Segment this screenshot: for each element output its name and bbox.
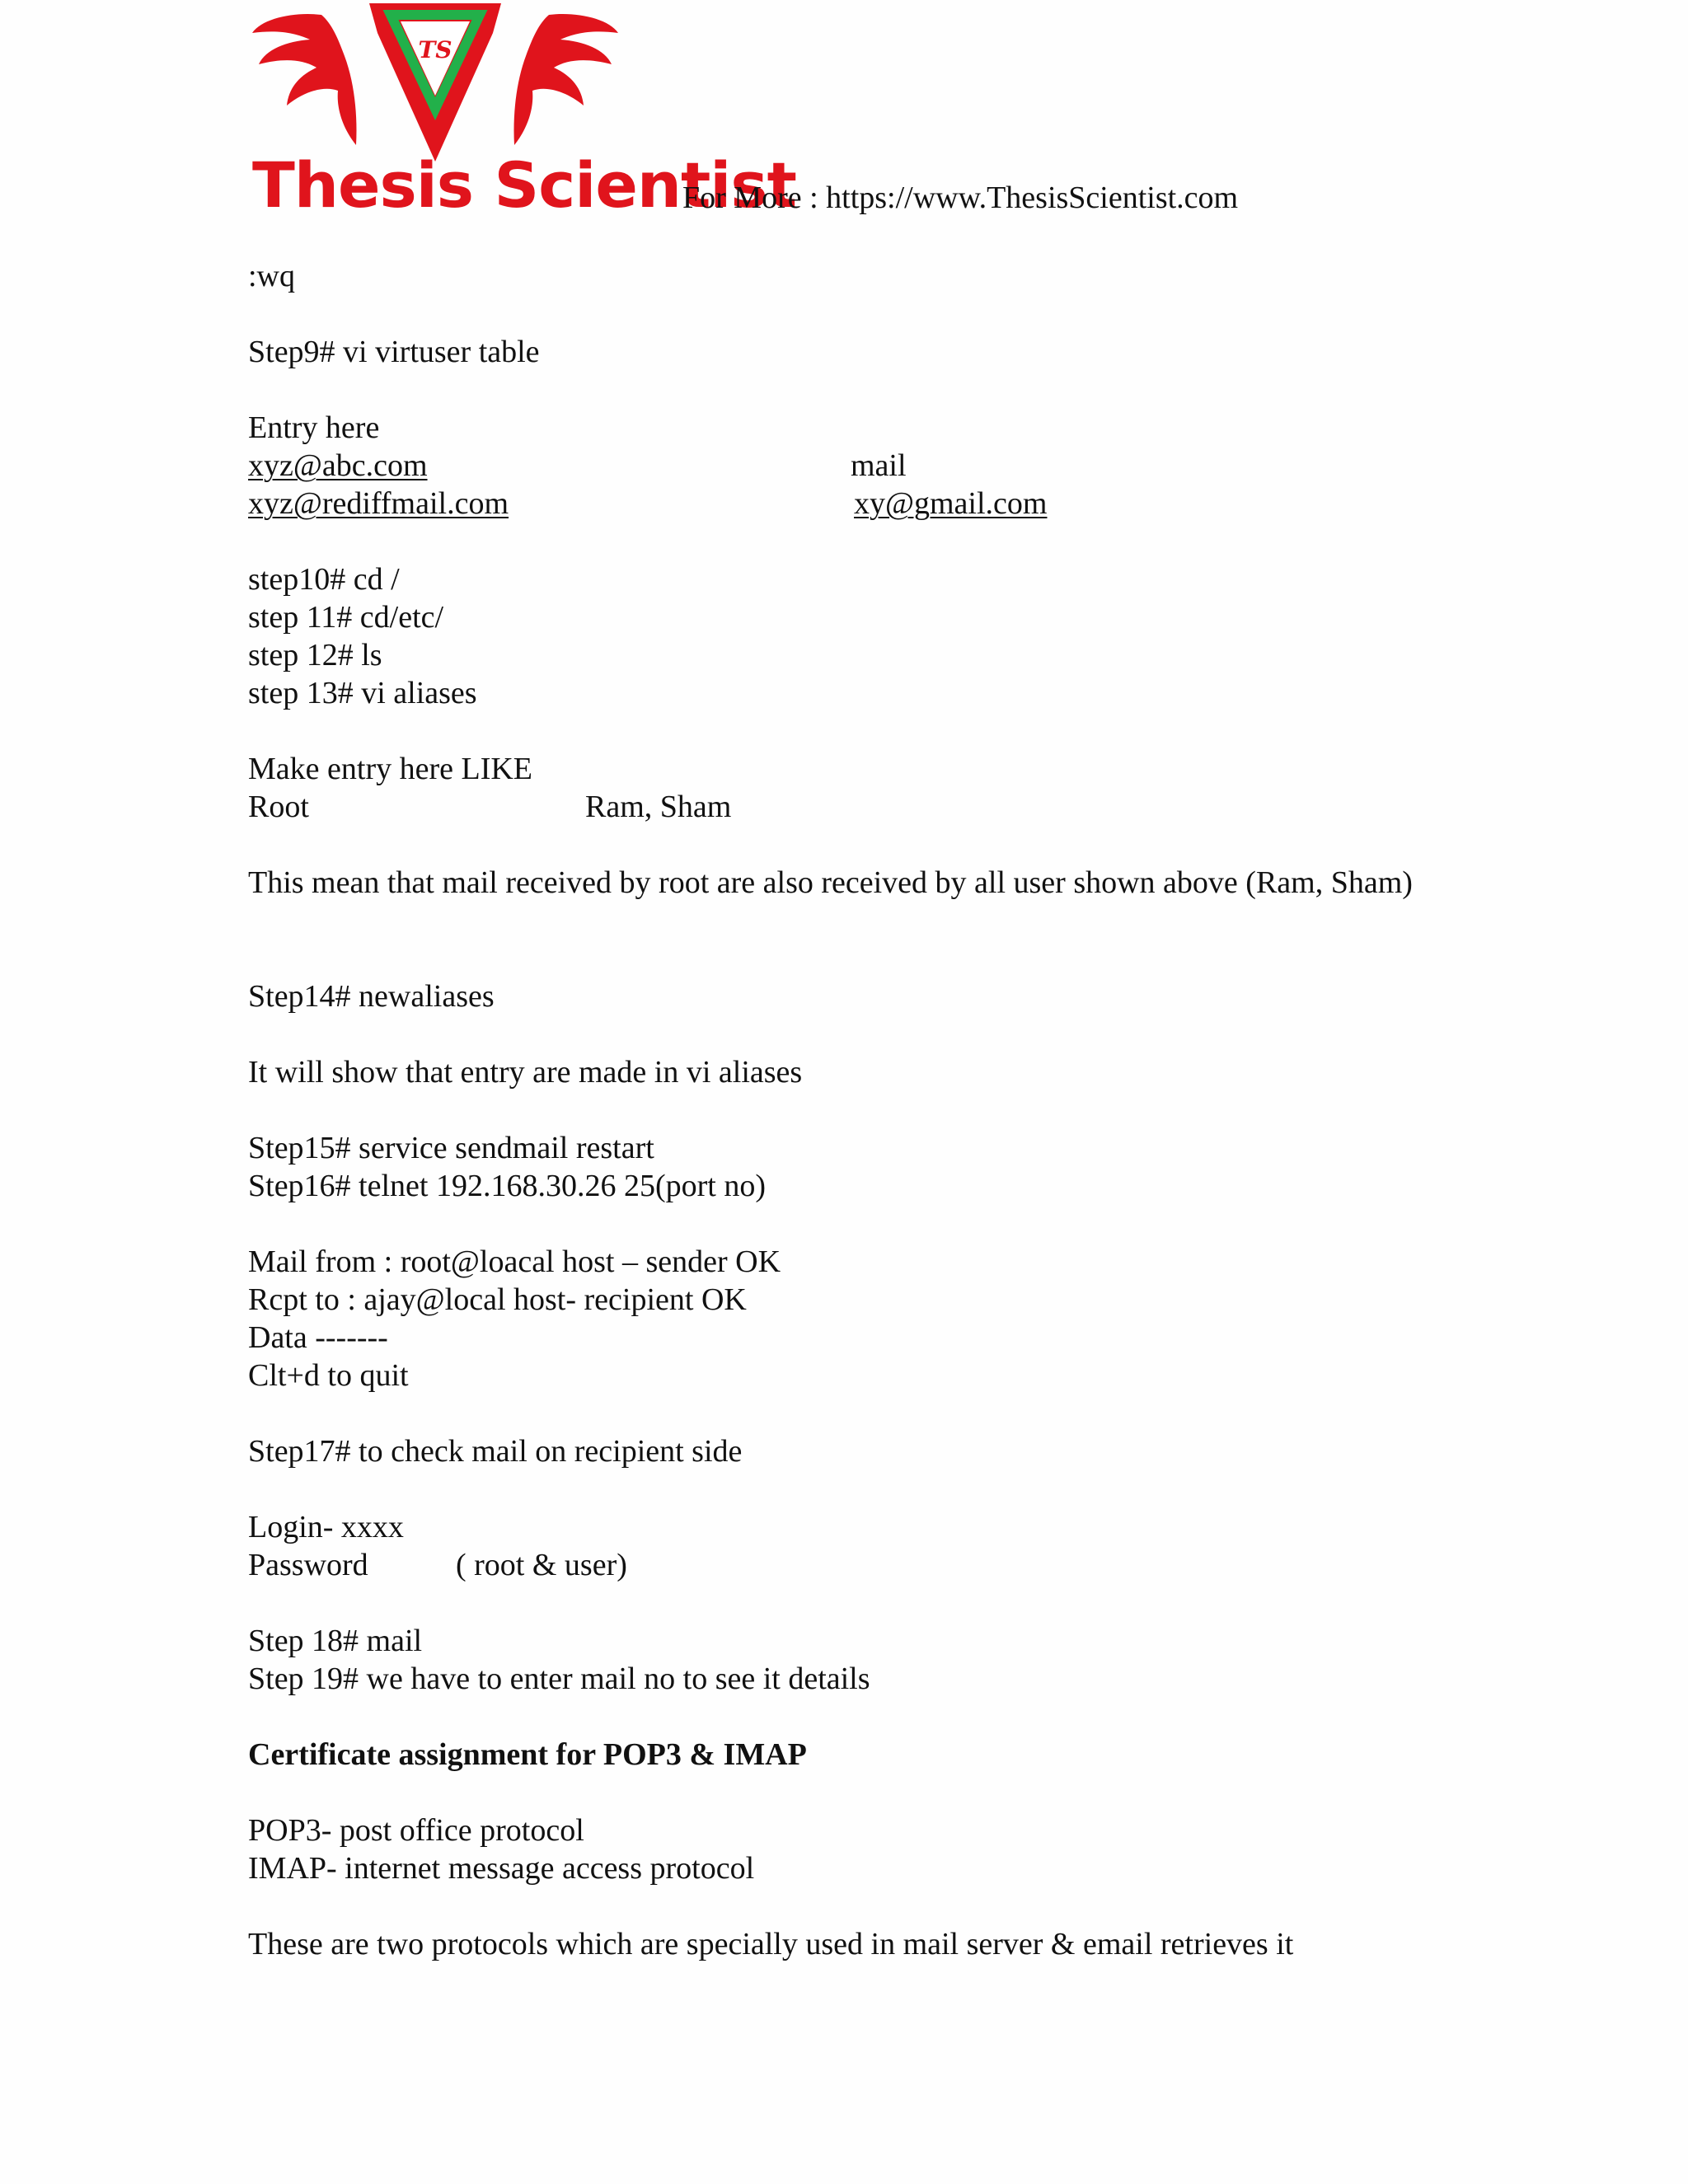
step14-line: Step14# newaliases [248, 979, 495, 1014]
mail-from-line: Mail from : root@loacal host – sender OK [248, 1244, 781, 1279]
logo-wordmark: Thesis Scientist [252, 148, 796, 222]
svg-text:TS: TS [418, 36, 452, 63]
step15-line: Step15# service sendmail restart [248, 1131, 654, 1165]
root-user-note: ( root & user) [456, 1548, 627, 1582]
virtuser-address-2[interactable]: xyz@rediffmail.com [248, 486, 509, 521]
alias-name: Root [248, 790, 309, 824]
thesis-scientist-logo [246, 0, 796, 223]
step16-line: Step16# telnet 192.168.30.26 25(port no) [248, 1169, 766, 1203]
alias-users: Ram, Sham [585, 790, 732, 824]
for-more-link-text: For More : https://www.ThesisScientist.com [682, 180, 1239, 215]
step13-line: step 13# vi aliases [248, 676, 477, 710]
step18-line: Step 18# mail [248, 1624, 423, 1658]
password-label: Password [248, 1548, 368, 1582]
aliases-explanation-paragraph: This mean that mail received by root are also received by all user shown above (Ram, Sham) [248, 865, 1413, 900]
winged-shield-logo-icon [246, 0, 625, 165]
pop3-line: POP3- post office protocol [248, 1813, 584, 1848]
rcpt-to-line: Rcpt to : ajay@local host- recipient OK [248, 1282, 747, 1317]
make-entry-label: Make entry here LIKE [248, 752, 533, 786]
newaliases-explanation: It will show that entry are made in vi aliases [248, 1055, 803, 1090]
section-heading: Certificate assignment for POP3 & IMAP [248, 1737, 807, 1772]
login-line: Login- xxxx [248, 1510, 404, 1544]
entry-here-label: Entry here [248, 410, 380, 445]
step10-line: step10# cd / [248, 562, 400, 597]
text-line-wq: :wq [248, 259, 295, 293]
step17-line: Step17# to check mail on recipient side [248, 1434, 743, 1469]
protocols-explanation: These are two protocols which are specially used in mail server & email retrieves it [248, 1927, 1294, 1961]
imap-line: IMAP- internet message access protocol [248, 1851, 755, 1886]
virtuser-destination-1: mail [851, 448, 907, 483]
virtuser-address-1[interactable]: xyz@abc.com [248, 448, 428, 483]
data-line: Data ------- [248, 1320, 388, 1355]
step12-line: step 12# ls [248, 638, 382, 673]
virtuser-destination-2[interactable]: xy@gmail.com [854, 486, 1048, 521]
step19-line: Step 19# we have to enter mail no to see it details [248, 1661, 870, 1696]
quit-line: Clt+d to quit [248, 1358, 409, 1393]
step9-line: Step9# vi virtuser table [248, 335, 540, 369]
step11-line: step 11# cd/etc/ [248, 600, 444, 635]
